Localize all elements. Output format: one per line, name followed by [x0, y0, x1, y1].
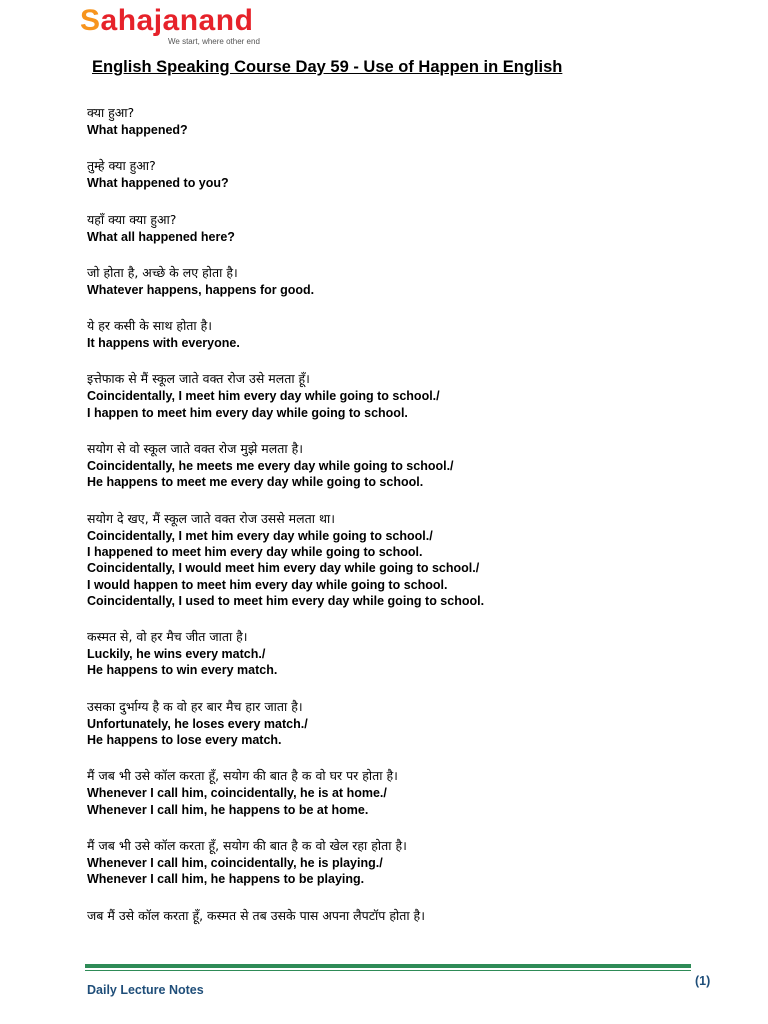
sentence-block: [87, 440, 727, 491]
sentence-block: [87, 370, 727, 421]
hindi-sentence: क्या हुआ?: [87, 105, 135, 120]
english-translation: I would happen to meet him every day while going to school.: [87, 577, 448, 592]
english-translation: Whenever I call him, he happens to be playing.: [87, 872, 365, 887]
hindi-sentence: उसका दुर्भाग्य है क वो हर बार मैच हार जाता है।: [87, 698, 303, 714]
sentence-block: [87, 157, 727, 191]
sentence-block: [87, 907, 727, 925]
hindi-sentence: मैं जब भी उसे कॉल करता हूँ, सयोग की बात है क वो घर पर होता है।: [87, 768, 398, 784]
logo-wordmark: [80, 4, 253, 38]
hindi-sentence: तुम्हे क्या हुआ?: [87, 158, 156, 174]
english-translation: Coincidentally, I would meet him every day while going to school./: [87, 561, 480, 576]
hindi-sentence: सयोग से वो स्कूल जाते वक्त रोज मुझे मलता है।: [87, 441, 303, 457]
english-translation: What happened?: [87, 123, 188, 137]
english-translation: He happens to meet me every day while going to school.: [87, 475, 424, 490]
english-translation: Whenever I call him, coincidentally, he is at home./: [87, 786, 387, 801]
english-translation: What happened to you?: [87, 176, 229, 191]
english-translation: It happens with everyone.: [87, 336, 240, 351]
english-translation: Luckily, he wins every match./: [87, 647, 266, 662]
page-number: (1): [695, 974, 711, 988]
logo-tagline: We start, where other end: [168, 37, 260, 46]
english-translation: Whenever I call him, coincidentally, he is playing./: [87, 855, 383, 870]
sentence-block: [87, 628, 727, 679]
english-translation: Whatever happens, happens for good.: [87, 282, 315, 297]
english-translation: Whenever I call him, he happens to be at home.: [87, 802, 369, 817]
english-translation: Unfortunately, he loses every match./: [87, 716, 308, 731]
footer-divider-thin: [85, 970, 691, 971]
english-translation: He happens to lose every match.: [87, 733, 282, 748]
sentence-block: [87, 104, 727, 138]
footer-divider-thick: [85, 964, 691, 968]
lesson-content: [87, 104, 727, 944]
page-title: English Speaking Course Day 59 - Use of Happen in English: [92, 58, 563, 76]
hindi-sentence: जब मैं उसे कॉल करता हूँ, कस्मत से तब उसके पास अपना लैपटॉप होता है।: [87, 907, 425, 923]
hindi-sentence: ये हर कसी के साथ होता है।: [87, 318, 213, 334]
sentence-block: [87, 698, 727, 749]
sentence-block: [87, 510, 727, 609]
english-translation: Coincidentally, I met him every day while going to school./: [87, 528, 433, 543]
hindi-sentence: मैं जब भी उसे कॉल करता हूँ, सयोग की बात है क वो खेल रहा होता है।: [87, 837, 407, 853]
hindi-sentence: यहाँ क्या क्या हुआ?: [87, 211, 177, 227]
hindi-sentence: जो होता है, अच्छे के लए होता है।: [87, 264, 238, 280]
sentence-block: [87, 837, 727, 888]
hindi-sentence: इत्तेफाक से मैं स्कूल जाते वक्त रोज उसे मलता हूँ।: [87, 371, 310, 387]
sentence-block: [87, 767, 727, 818]
sentence-block: [87, 211, 727, 245]
sentence-block: [87, 264, 727, 298]
logo-rest-letters: ahajanand: [100, 4, 254, 37]
hindi-sentence: सयोग दे खए, मैं स्कूल जाते वक्त रोज उससे मलता था।: [87, 510, 335, 526]
english-translation: I happen to meet him every day while going to school.: [87, 405, 408, 420]
english-translation: Coincidentally, I used to meet him every day while going to school.: [87, 593, 485, 608]
footer-label: Daily Lecture Notes: [87, 983, 204, 997]
english-translation: What all happened here?: [87, 229, 235, 244]
sahajanand-logo: [80, 4, 270, 46]
english-translation: I happened to meet him every day while going to school.: [87, 544, 423, 559]
english-translation: Coincidentally, he meets me every day while going to school./: [87, 459, 454, 474]
hindi-sentence: कस्मत से, वो हर मैच जीत जाता है।: [87, 629, 248, 645]
english-translation: Coincidentally, I meet him every day while going to school./: [87, 389, 440, 404]
logo-first-letter: S: [80, 4, 101, 37]
english-translation: He happens to win every match.: [87, 663, 278, 678]
sentence-block: [87, 317, 727, 351]
